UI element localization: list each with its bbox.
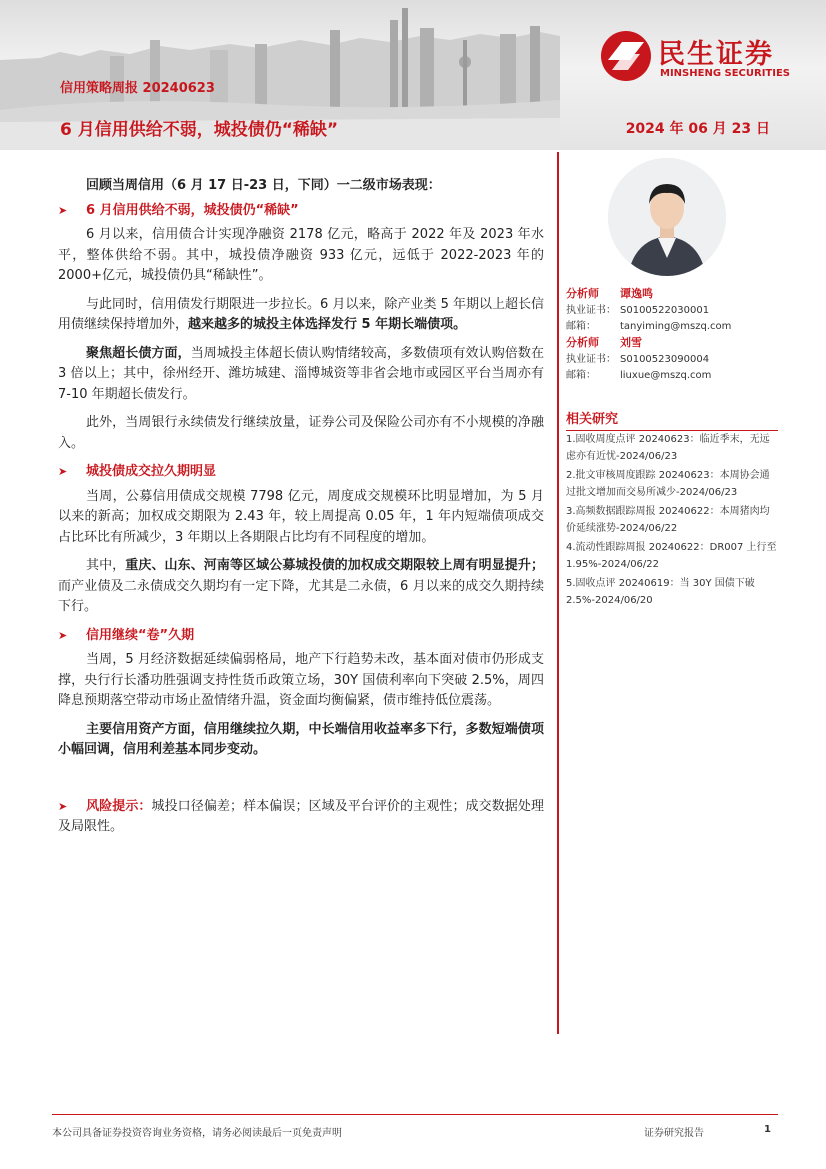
- analyst-name: 谭逸鸣: [620, 287, 653, 300]
- arrow-bullet-icon: ➤: [58, 628, 68, 642]
- page-number: 1: [764, 1124, 771, 1135]
- logo-chinese-name: 民生证券: [658, 39, 774, 70]
- related-research-item[interactable]: 5.固收点评 20240619：当 30Y 国债下破 2.5%-2024/06/20: [566, 578, 755, 606]
- paragraph: 主要信用资产方面，信用继续拉久期，中长端信用收益率多下行，多数短端债项小幅回调，信用利差基本同步变动。: [58, 721, 544, 757]
- report-title: 6 月信用供给不弱，城投债仍“稀缺”: [60, 120, 339, 140]
- paragraph: 此外，当周银行永续债发行继续放量，证券公司及保险公司亦有不小规模的净融入。: [58, 415, 544, 451]
- paragraph: 当周，公募信用债成交规模 7798 亿元，周度成交规模环比明显增加，为 5 月以来的新高；加权成交期限为 2.43 年，较上周提高 0.05 年，1 年内短端债项成交占比环比有所减少，3 年期以上各期限占比均有不同程度的增加。: [58, 488, 544, 545]
- minsheng-logo-icon: [600, 30, 652, 82]
- paragraph: 聚焦超长债方面，当周城投主体超长债认购情绪较高，多数债项有效认购倍数在 3 倍以上；其中，徐州经开、潍坊城建、淄博城资等非省会地市或园区平台当周亦有 7-10 年期超长债发行。: [58, 345, 544, 402]
- analyst-email[interactable]: liuxue@mszq.com: [620, 370, 712, 381]
- section-heading: ➤ 信用继续“卷”久期: [58, 626, 544, 647]
- footer-disclaimer: 本公司具备证券投资咨询业务资格，请务必阅读最后一页免责声明: [52, 1128, 342, 1139]
- related-research-item[interactable]: 2.批文审核周度跟踪 20240623：本周协会通过批文增加而交易所减少-2024/06/23: [566, 470, 770, 498]
- analyst-card: 分析师 谭逸鸣 执业证书： S0100522030001 邮箱： tanyiming@mszq.com: [566, 287, 732, 332]
- header-banner: [0, 0, 826, 150]
- arrow-bullet-icon: ➤: [58, 203, 68, 217]
- analyst-card: 分析师 刘雪 执业证书： S0100523090004 邮箱： liuxue@mszq.com: [566, 336, 712, 381]
- section-heading: ➤ 6 月信用供给不弱，城投债仍“稀缺”: [58, 201, 544, 222]
- analyst-name: 刘雪: [620, 336, 642, 349]
- column-divider: [557, 152, 559, 1034]
- report-series: 信用策略周报 20240623: [60, 81, 215, 96]
- risk-warning: ➤ 风险提示：城投口径偏差；样本偏误；区域及平台评价的主观性；成交数据处理及局限性。: [58, 798, 544, 834]
- paragraph: 其中，重庆、山东、河南等区域公募城投债的加权成交期限较上周有明显提升；而产业债及二永债成交久期均有一定下降，尤其是二永债，6 月以来的成交久期持续下行。: [58, 558, 544, 614]
- logo-english-name: MINSHENG SECURITIES: [660, 68, 790, 79]
- related-research-item[interactable]: 3.高频数据跟踪周报 20240622：本周猪肉均价延续涨势-2024/06/22: [566, 506, 770, 534]
- related-research-item[interactable]: 4.流动性跟踪周报 20240622：DR007 上行至 1.95%-2024/06/22: [566, 542, 777, 570]
- company-logo: [600, 30, 810, 86]
- related-research-item[interactable]: 1.固收周度点评 20240623：临近季末，无远虑亦有近忧-2024/06/23: [566, 434, 770, 462]
- arrow-bullet-icon: ➤: [58, 465, 68, 478]
- analyst-email[interactable]: tanyiming@mszq.com: [620, 321, 732, 332]
- paragraph: 当周，5 月经济数据延续偏弱格局，地产下行趋势未改，基本面对债市仍形成支撑，央行行长潘功胜强调支持性货币政策立场，30Y 国债利率向下突破 2.5%，周四降息预期落空带动市场止盈情绪升温，资金面均衡偏紧，债市维持低位震荡。: [58, 652, 544, 708]
- section-heading: ➤ 城投债成交拉久期明显: [58, 462, 544, 483]
- intro-line: 回顾当周信用（6 月 17 日-23 日，下同）一二级市场表现：: [86, 178, 441, 193]
- paragraph: 与此同时，信用债发行期限进一步拉长。6 月以来，除产业类 5 年期以上超长信用债继续保持增加外，越来越多的城投主体选择发行 5 年期长端债项。: [58, 296, 544, 332]
- main-content: [58, 176, 544, 838]
- arrow-bullet-icon: ➤: [58, 799, 68, 813]
- report-date: 2024 年 06 月 23 日: [625, 121, 770, 137]
- paragraph: 6 月以来，信用债合计实现净融资 2178 亿元，略高于 2022 年及 2023 年水平，整体供给不弱。其中，城投债净融资 933 亿元，远低于 2022-2023 年的2000+亿元，城投债仍具“稀缺性”。: [58, 227, 544, 283]
- analyst-photo: [608, 158, 726, 276]
- related-research-heading: 相关研究: [566, 408, 778, 431]
- footer-divider: [52, 1114, 778, 1115]
- footer-doc-type: 证券研究报告: [644, 1128, 704, 1139]
- related-research-list: [566, 432, 778, 612]
